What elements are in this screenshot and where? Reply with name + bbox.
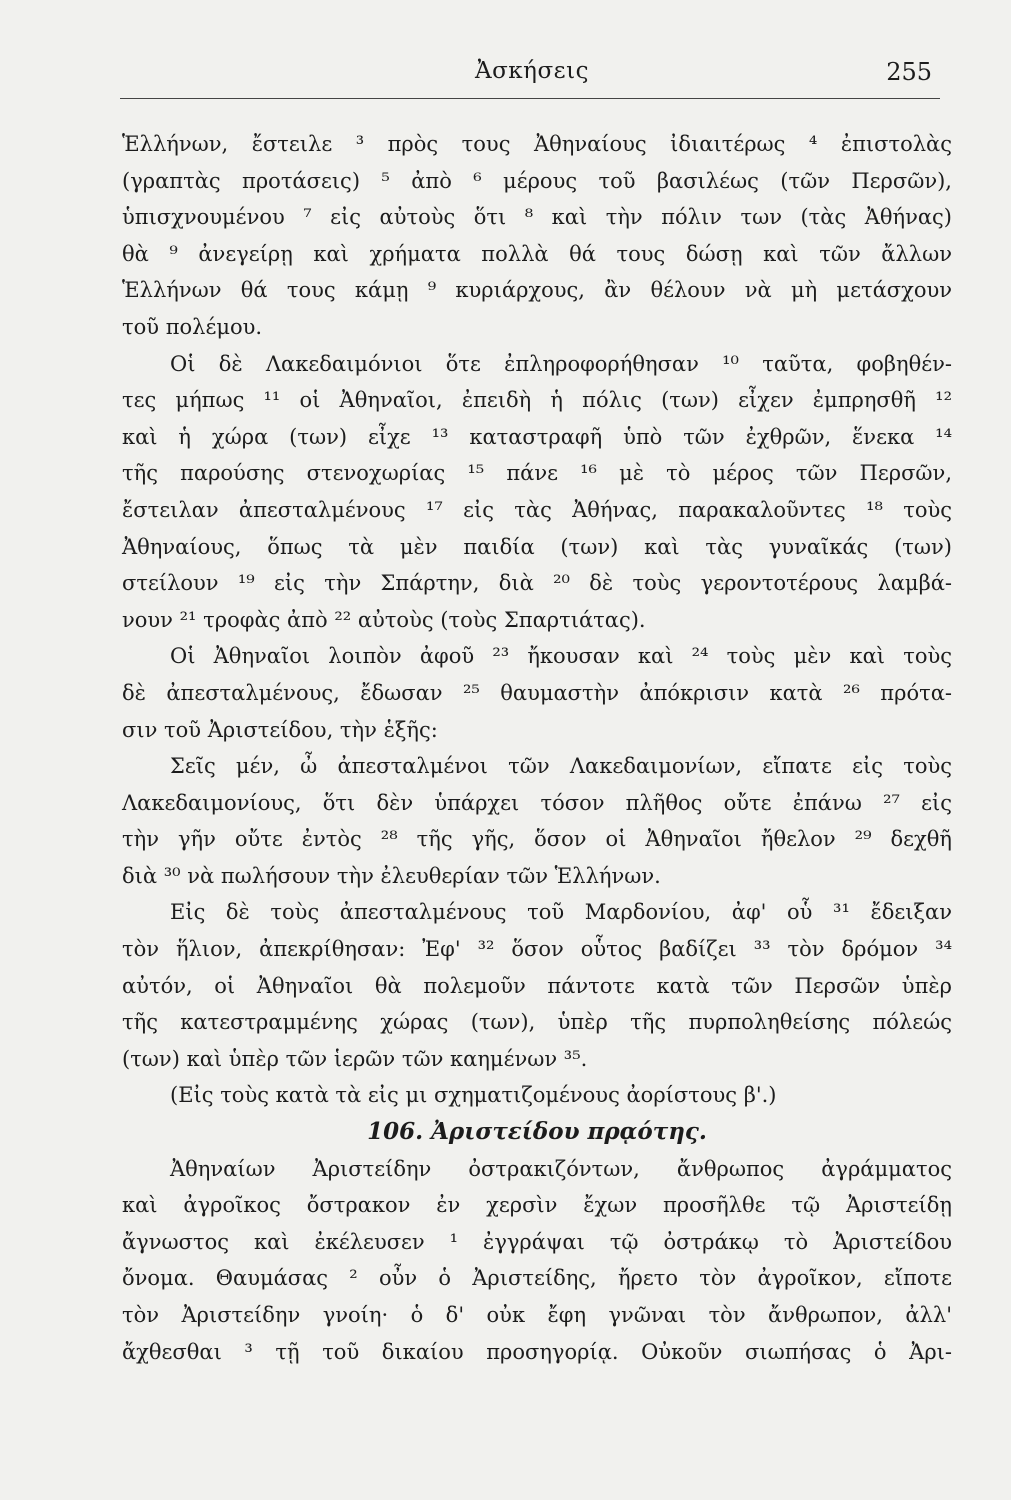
- running-title: Ἀσκήσεις: [475, 58, 589, 84]
- text-line: (γραπτὰς προτάσεις) ⁵ ἀπὸ ⁶ μέρους τοῦ βασιλέως (τῶν Περσῶν),: [122, 168, 952, 193]
- text-line: Οἱ Ἀθηναῖοι λοιπὸν ἀφοῦ ²³ ἤκουσαν καὶ ²⁴ τοὺς μὲν καὶ τοὺς: [170, 644, 952, 669]
- text-line: Ἑλλήνων, ἔστειλε ³ πρὸς τους Ἀθηναίους ἰδιαιτέρως ⁴ ἐπιστολὰς: [122, 132, 952, 156]
- text-line: νουν ²¹ τροφὰς ἀπὸ ²² αὐτοὺς (τοὺς Σπαρτιάτας).: [122, 607, 646, 632]
- text-line: θὰ ⁹ ἀνεγείρῃ καὶ χρήματα πολλὰ θά τους δώσῃ καὶ τῶν ἄλλων: [122, 241, 952, 266]
- text-line: Σεῖς μέν, ὦ ἀπεσταλμένοι τῶν Λακεδαιμονίων, εἴπατε εἰς τοὺς: [170, 754, 952, 779]
- text-line: ἄχθεσθαι ³ τῇ τοῦ δικαίου προσηγορίᾳ. Οὐκοῦν σιωπήσας ὁ Ἀρι-: [122, 1339, 952, 1364]
- text-line: αὐτόν, οἱ Ἀθηναῖοι θὰ πολεμοῦν πάντοτε κατὰ τῶν Περσῶν ὑπὲρ: [122, 973, 952, 998]
- text-line: ἄγνωστος καὶ ἐκέλευσεν ¹ ἐγγράψαι τῷ ὀστράκῳ τὸ Ἀριστείδου: [122, 1229, 952, 1254]
- text-line: δὲ ἀπεσταλμένους, ἔδωσαν ²⁵ θαυμαστὴν ἀπόκρισιν κατὰ ²⁶ πρότα-: [122, 680, 952, 705]
- text-line: Ἀθηναίους, ὅπως τὰ μὲν παιδία (των) καὶ τὰς γυναῖκάς (των): [122, 534, 952, 559]
- text-line: Ἀθηναίων Ἀριστείδην ὀστρακιζόντων, ἄνθρωπος ἀγράμματος: [170, 1156, 952, 1181]
- text-line: καὶ ἡ χώρα (των) εἶχε ¹³ καταστραφῆ ὑπὸ τῶν ἐχθρῶν, ἕνεκα ¹⁴: [122, 424, 952, 449]
- text-line: ὄνομα. Θαυμάσας ² οὖν ὁ Ἀριστείδης, ἤρετο τὸν ἀγροῖκον, εἴποτε: [122, 1266, 952, 1291]
- text-line: τὸν Ἀριστείδην γνοίη· ὁ δ' οὐκ ἔφη γνῶναι τὸν ἄνθρωπον, ἀλλ': [122, 1303, 952, 1327]
- text-line: (των) καὶ ὑπὲρ τῶν ἱερῶν τῶν καημένων ³⁵.: [122, 1046, 588, 1071]
- text-line: Ἑλλήνων θά τους κάμῃ ⁹ κυριάρχους, ἂν θέλουν νὰ μὴ μετάσχουν: [122, 278, 952, 303]
- text-line: διὰ ³⁰ νὰ πωλήσουν τὴν ἐλευθερίαν τῶν Ἑλλήνων.: [122, 863, 661, 888]
- text-line: τῆς παρούσης στενοχωρίας ¹⁵ πάνε ¹⁶ μὲ τὸ μέρος τῶν Περσῶν,: [122, 461, 952, 486]
- text-line: Λακεδαιμονίους, ὅτι δὲν ὑπάρχει τόσον πλῆθος οὔτε ἐπάνω ²⁷ εἰς: [122, 790, 952, 815]
- text-line: τῆς κατεστραμμένης χώρας (των), ὑπὲρ τῆς πυρποληθείσης πόλεώς: [122, 1010, 952, 1035]
- text-line: τὴν γῆν οὔτε ἐντὸς ²⁸ τῆς γῆς, ὅσον οἱ Ἀθηναῖοι ἤθελον ²⁹ δεχθῆ: [122, 827, 952, 852]
- text-line: τὸν ἥλιον, ἀπεκρίθησαν: Ἐφ' ³² ὅσον οὗτος βαδίζει ³³ τὸν δρόμον ³⁴: [122, 937, 952, 962]
- header-rule: [120, 98, 940, 99]
- text-line: σιν τοῦ Ἀριστείδου, τὴν ἑξῆς:: [122, 717, 438, 742]
- text-line: (Εἰς τοὺς κατὰ τὰ εἰς μι σχηματιζομένους ἀορίστους β'.): [170, 1083, 777, 1108]
- text-line: Οἱ δὲ Λακεδαιμόνιοι ὅτε ἐπληροφορήθησαν ¹⁰ ταῦτα, φοβηθέν-: [170, 351, 952, 376]
- page-header: [120, 58, 940, 90]
- body-text: [122, 126, 952, 1370]
- text-line: τοῦ πολέμου.: [122, 314, 263, 339]
- text-line: τες μήπως ¹¹ οἱ Ἀθηναῖοι, ἐπειδὴ ἡ πόλις (των) εἶχεν ἐμπρησθῆ ¹²: [122, 388, 952, 413]
- text-line: ὑπισχνουμένου ⁷ εἰς αὐτοὺς ὅτι ⁸ καὶ τὴν πόλιν των (τὰς Ἀθήνας): [122, 205, 952, 230]
- page-number: 255: [886, 58, 932, 86]
- text-line: στείλουν ¹⁹ εἰς τὴν Σπάρτην, διὰ ²⁰ δὲ τοὺς γεροντοτέρους λαμβά-: [122, 571, 952, 596]
- text-line: καὶ ἀγροῖκος ὄστρακον ἐν χερσὶν ἔχων προσῆλθε τῷ Ἀριστείδῃ: [122, 1193, 952, 1218]
- text-line: Εἰς δὲ τοὺς ἀπεσταλμένους τοῦ Μαρδονίου, ἀφ' οὗ ³¹ ἔδειξαν: [170, 900, 952, 925]
- section-heading: 106. Ἀριστείδου πρᾳότης.: [367, 1118, 707, 1146]
- text-line: ἔστειλαν ἀπεσταλμένους ¹⁷ εἰς τὰς Ἀθήνας, παρακαλοῦντες ¹⁸ τοὺς: [122, 497, 952, 522]
